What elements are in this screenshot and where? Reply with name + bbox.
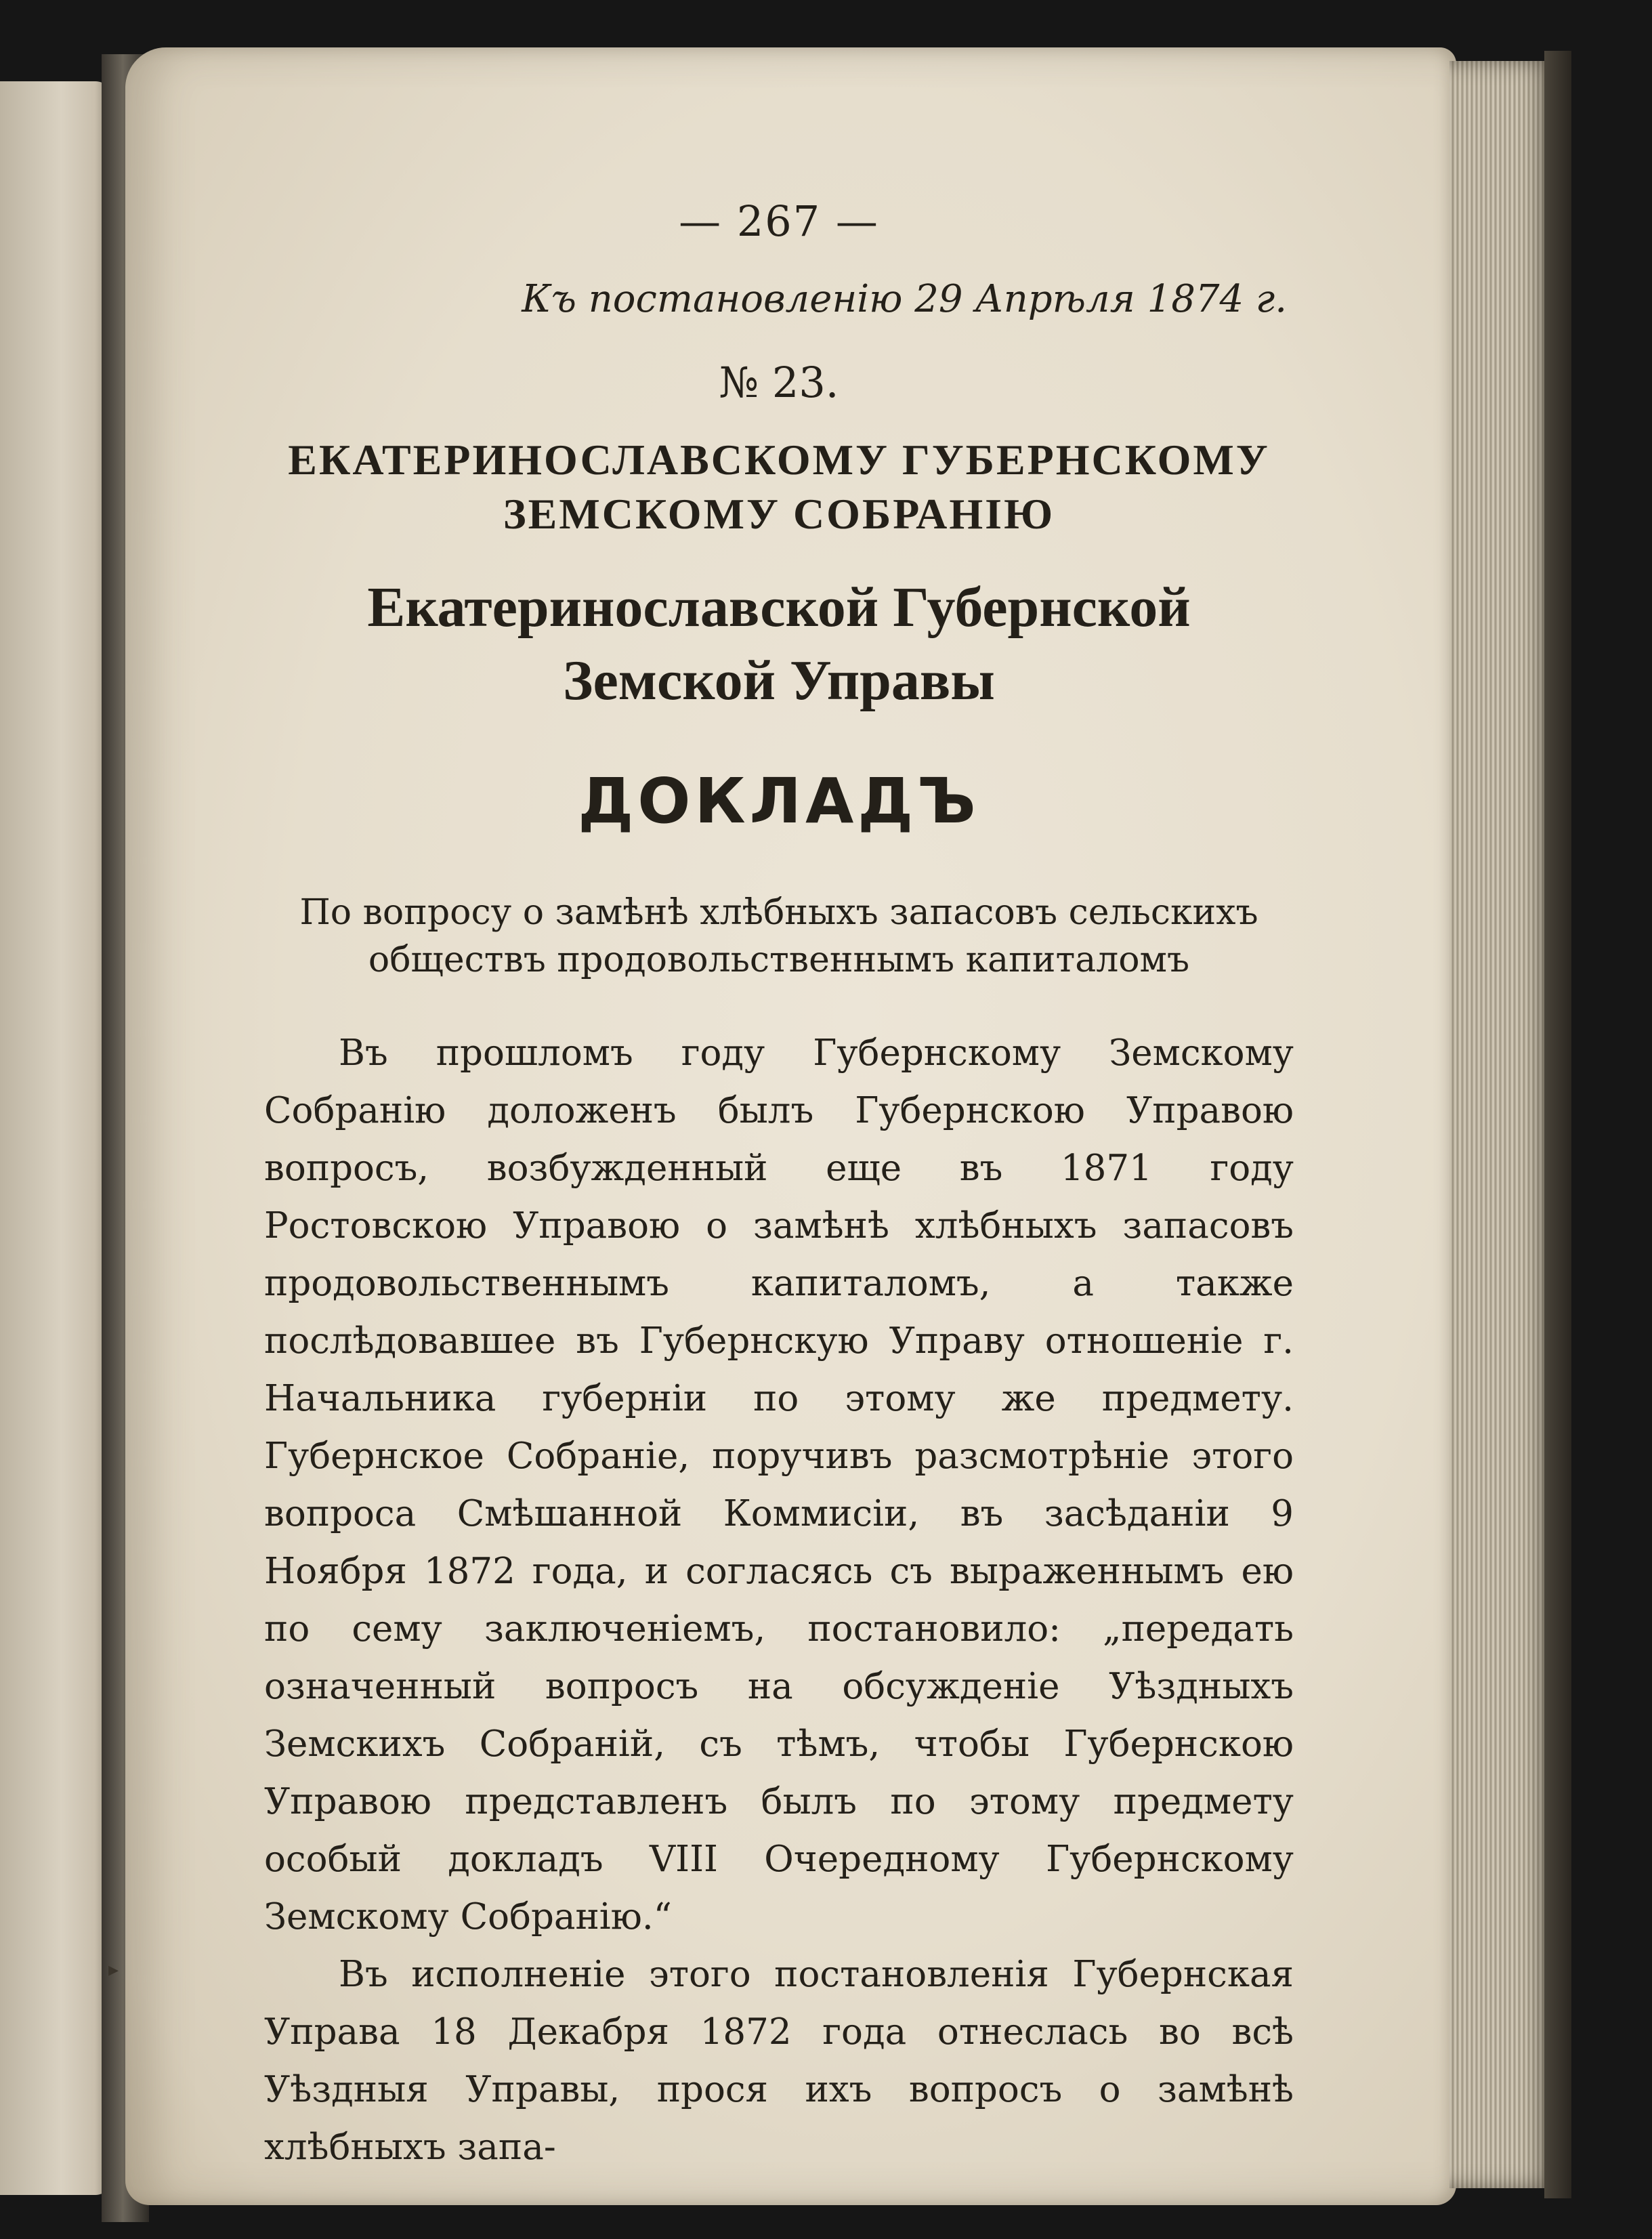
resolution-reference: Къ постановленію 29 Апрѣля 1874 г. xyxy=(522,277,1287,321)
subject-line: По вопросу о замѣнѣ хлѣбныхъ запасовъ сельскихъ обществъ продовольственнымъ капиталомъ xyxy=(299,892,1258,980)
addressee-heading: ЕКАТЕРИНОСЛАВСКОМУ ГУБЕРНСКОМУ ЗЕМСКОМУ СОБРАНІЮ xyxy=(288,436,1270,538)
left-page-edge xyxy=(0,81,112,2195)
page-number: — 267 — xyxy=(679,196,879,246)
document-number: № 23. xyxy=(719,358,839,407)
document-type-heading: ДОКЛАДЪ xyxy=(578,765,980,837)
margin-speck: ▸ xyxy=(108,1958,119,1982)
body-paragraph: Въ прошломъ году Губернскому Земскому Собранію доложенъ былъ Губернскою Управою вопросъ, возбужденный еще въ 1871 году Ростовскою Управою о замѣнѣ хлѣбныхъ запасовъ продовольственнымъ капиталомъ, а также послѣдовавшее въ Губернскую Управу отношеніе г. Начальника губерніи по этому же предмету. Губернское Собраніе, поручивъ разсмотрѣніе этого вопроса Смѣшанной Коммисіи, въ засѣданіи 9 Ноября 1872 года, и согласясь съ выраженнымъ ею по сему заключеніемъ, постановило: „передать означенный вопросъ на обсужденіе Уѣздныхъ Земскихъ Собраній, съ тѣмъ, чтобы Губернскою Управою представленъ былъ по этому предмету особый докладъ VIII Очередному Губернскому Земскому Собранію.“ xyxy=(264,1032,1294,1938)
body-paragraph: Въ исполненіе этого постановленія Губернская Управа 18 Декабря 1872 года отнеслась во всѣ Уѣздныя Управы, прося ихъ вопросъ о замѣнѣ хлѣбныхъ запа- xyxy=(264,1954,1294,2168)
book-cover-edge xyxy=(1544,51,1571,2198)
sender-heading: Екатеринославской Губернской Земской Управы xyxy=(367,576,1191,712)
page-content xyxy=(264,196,1294,2176)
page-edges xyxy=(1449,61,1554,2188)
